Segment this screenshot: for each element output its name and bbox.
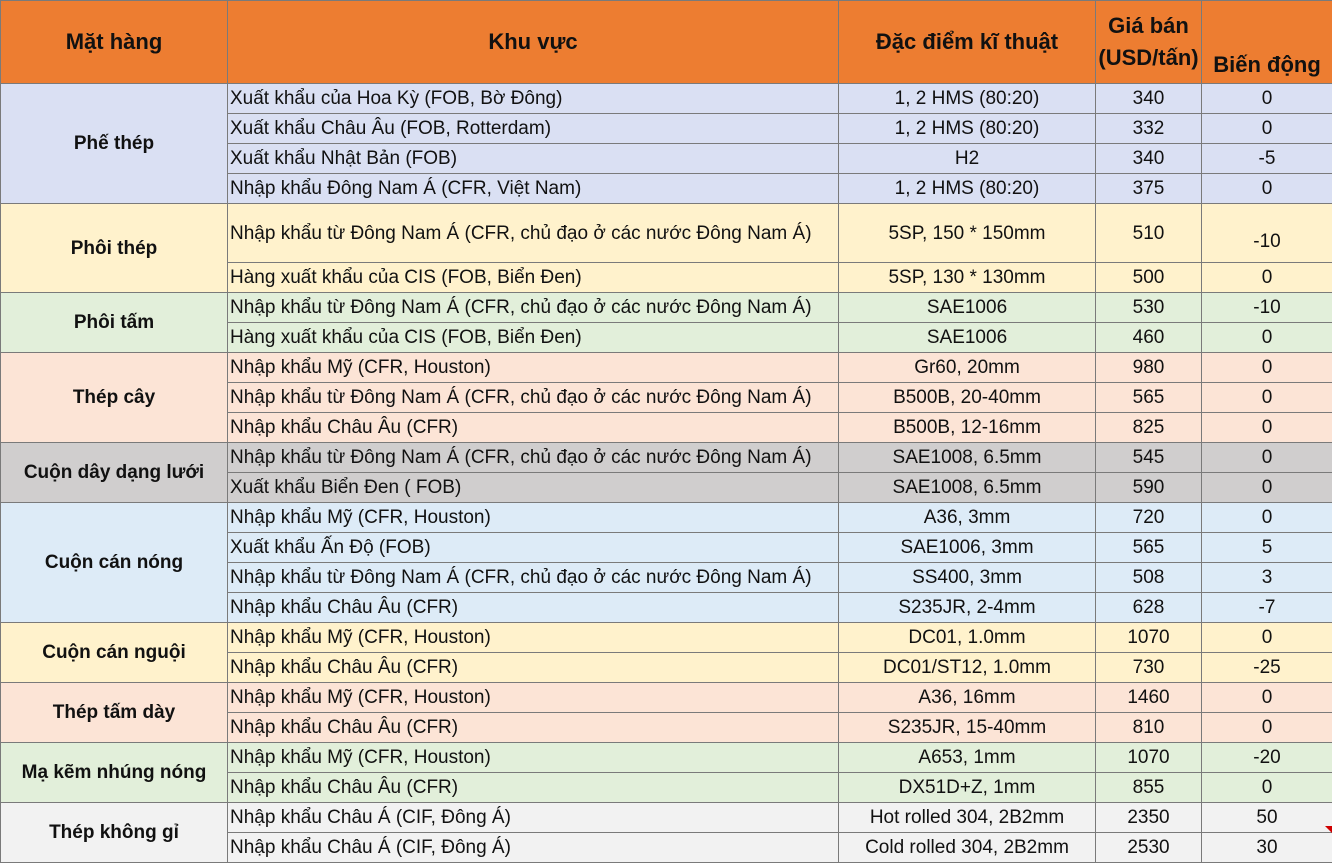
table-row xyxy=(1,353,1332,383)
change-cell: 0 xyxy=(1202,443,1332,473)
price-cell: 545 xyxy=(1096,443,1202,473)
spec-cell: H2 xyxy=(839,144,1096,174)
table-row xyxy=(1,84,1332,114)
spec-cell: A653, 1mm xyxy=(839,743,1096,773)
price-cell: 510 xyxy=(1096,204,1202,263)
price-cell: 2530 xyxy=(1096,833,1202,863)
header-region: Khu vực xyxy=(228,1,839,84)
price-cell: 340 xyxy=(1096,144,1202,174)
region-cell: Xuất khẩu Châu Âu (FOB, Rotterdam) xyxy=(228,114,839,144)
spec-cell: SAE1008, 6.5mm xyxy=(839,443,1096,473)
price-cell: 628 xyxy=(1096,593,1202,623)
table-row xyxy=(1,683,1332,713)
table-row xyxy=(1,293,1332,323)
change-cell: 50 xyxy=(1202,803,1332,833)
spec-cell: 1, 2 HMS (80:20) xyxy=(839,174,1096,204)
spec-cell: 1, 2 HMS (80:20) xyxy=(839,114,1096,144)
price-cell: 855 xyxy=(1096,773,1202,803)
spec-cell: 5SP, 130 * 130mm xyxy=(839,263,1096,293)
price-cell: 565 xyxy=(1096,383,1202,413)
change-cell: -7 xyxy=(1202,593,1332,623)
change-cell: 5 xyxy=(1202,533,1332,563)
spec-cell: B500B, 12-16mm xyxy=(839,413,1096,443)
change-cell: 0 xyxy=(1202,503,1332,533)
region-cell: Nhập khẩu Châu Âu (CFR) xyxy=(228,713,839,743)
price-cell: 810 xyxy=(1096,713,1202,743)
region-cell: Xuất khẩu Nhật Bản (FOB) xyxy=(228,144,839,174)
header-price-line1: Giá bán xyxy=(1108,13,1189,38)
region-cell: Nhập khẩu Châu Âu (CFR) xyxy=(228,653,839,683)
change-cell: 3 xyxy=(1202,563,1332,593)
spec-cell: 5SP, 150 * 150mm xyxy=(839,204,1096,263)
change-cell: 0 xyxy=(1202,174,1332,204)
table-row xyxy=(1,204,1332,263)
price-cell: 825 xyxy=(1096,413,1202,443)
change-cell: 0 xyxy=(1202,263,1332,293)
change-cell: -5 xyxy=(1202,144,1332,174)
region-cell: Nhập khẩu Châu Âu (CFR) xyxy=(228,773,839,803)
price-cell: 1460 xyxy=(1096,683,1202,713)
change-cell: 0 xyxy=(1202,413,1332,443)
region-cell: Nhập khẩu Châu Âu (CFR) xyxy=(228,593,839,623)
spec-cell: SAE1006 xyxy=(839,323,1096,353)
price-cell: 565 xyxy=(1096,533,1202,563)
group-name: Cuộn dây dạng lưới xyxy=(1,443,228,503)
price-cell: 1070 xyxy=(1096,743,1202,773)
group-name: Thép cây xyxy=(1,353,228,443)
region-cell: Hàng xuất khẩu của CIS (FOB, Biển Đen) xyxy=(228,263,839,293)
group-name: Cuộn cán nguội xyxy=(1,623,228,683)
change-cell: 0 xyxy=(1202,683,1332,713)
change-cell: 0 xyxy=(1202,383,1332,413)
region-cell: Nhập khẩu Mỹ (CFR, Houston) xyxy=(228,353,839,383)
region-cell: Nhập khẩu từ Đông Nam Á (CFR, chủ đạo ở các nước Đông Nam Á) xyxy=(228,293,839,323)
region-cell: Nhập khẩu Mỹ (CFR, Houston) xyxy=(228,683,839,713)
group-name: Thép không gỉ xyxy=(1,803,228,863)
spec-cell: B500B, 20-40mm xyxy=(839,383,1096,413)
price-cell: 375 xyxy=(1096,174,1202,204)
spec-cell: DX51D+Z, 1mm xyxy=(839,773,1096,803)
spec-cell: SAE1006, 3mm xyxy=(839,533,1096,563)
change-cell: 0 xyxy=(1202,713,1332,743)
region-cell: Nhập khẩu Đông Nam Á (CFR, Việt Nam) xyxy=(228,174,839,204)
change-cell: -10 xyxy=(1202,204,1332,263)
region-cell: Nhập khẩu từ Đông Nam Á (CFR, chủ đạo ở các nước Đông Nam Á) xyxy=(228,443,839,473)
region-cell: Xuất khẩu Biển Đen ( FOB) xyxy=(228,473,839,503)
change-cell: 30 xyxy=(1202,833,1332,863)
spec-cell: S235JR, 2-4mm xyxy=(839,593,1096,623)
header-spec: Đặc điểm kĩ thuật xyxy=(839,1,1096,84)
change-cell: 0 xyxy=(1202,114,1332,144)
price-cell: 530 xyxy=(1096,293,1202,323)
region-cell: Nhập khẩu từ Đông Nam Á (CFR, chủ đạo ở các nước Đông Nam Á) xyxy=(228,563,839,593)
spec-cell: Cold rolled 304, 2B2mm xyxy=(839,833,1096,863)
table-row xyxy=(1,803,1332,833)
spec-cell: DC01/ST12, 1.0mm xyxy=(839,653,1096,683)
spec-cell: A36, 3mm xyxy=(839,503,1096,533)
change-cell: -25 xyxy=(1202,653,1332,683)
change-cell: -20 xyxy=(1202,743,1332,773)
region-cell: Nhập khẩu Mỹ (CFR, Houston) xyxy=(228,743,839,773)
region-cell: Nhập khẩu Châu Á (CIF, Đông Á) xyxy=(228,833,839,863)
price-cell: 1070 xyxy=(1096,623,1202,653)
table-row xyxy=(1,503,1332,533)
spec-cell: 1, 2 HMS (80:20) xyxy=(839,84,1096,114)
header-change: Biến động xyxy=(1202,1,1332,84)
change-cell: 0 xyxy=(1202,84,1332,114)
table-row xyxy=(1,743,1332,773)
header-price-line2: (USD/tấn) xyxy=(1098,45,1199,70)
region-cell: Nhập khẩu Mỹ (CFR, Houston) xyxy=(228,623,839,653)
change-cell: 0 xyxy=(1202,323,1332,353)
header-row xyxy=(1,1,1332,84)
region-cell: Xuất khẩu của Hoa Kỳ (FOB, Bờ Đông) xyxy=(228,84,839,114)
header-item: Mặt hàng xyxy=(1,1,228,84)
spec-cell: Gr60, 20mm xyxy=(839,353,1096,383)
group-name: Cuộn cán nóng xyxy=(1,503,228,623)
header-price xyxy=(1096,1,1202,84)
region-cell: Nhập khẩu từ Đông Nam Á (CFR, chủ đạo ở các nước Đông Nam Á) xyxy=(228,204,839,263)
price-cell: 460 xyxy=(1096,323,1202,353)
price-cell: 332 xyxy=(1096,114,1202,144)
group-name: Mạ kẽm nhúng nóng xyxy=(1,743,228,803)
price-cell: 500 xyxy=(1096,263,1202,293)
spec-cell: SAE1008, 6.5mm xyxy=(839,473,1096,503)
price-cell: 730 xyxy=(1096,653,1202,683)
change-cell: 0 xyxy=(1202,353,1332,383)
change-cell: 0 xyxy=(1202,773,1332,803)
spec-cell: S235JR, 15-40mm xyxy=(839,713,1096,743)
price-cell: 720 xyxy=(1096,503,1202,533)
spec-cell: Hot rolled 304, 2B2mm xyxy=(839,803,1096,833)
region-cell: Nhập khẩu Mỹ (CFR, Houston) xyxy=(228,503,839,533)
group-name: Thép tấm dày xyxy=(1,683,228,743)
table-row xyxy=(1,623,1332,653)
spec-cell: SAE1006 xyxy=(839,293,1096,323)
group-name: Phế thép xyxy=(1,84,228,204)
region-cell: Nhập khẩu Châu Á (CIF, Đông Á) xyxy=(228,803,839,833)
spec-cell: DC01, 1.0mm xyxy=(839,623,1096,653)
group-name: Phôi tấm xyxy=(1,293,228,353)
region-cell: Xuất khẩu Ấn Độ (FOB) xyxy=(228,533,839,563)
price-cell: 980 xyxy=(1096,353,1202,383)
change-cell: 0 xyxy=(1202,623,1332,653)
region-cell: Nhập khẩu Châu Âu (CFR) xyxy=(228,413,839,443)
price-cell: 590 xyxy=(1096,473,1202,503)
group-name: Phôi thép xyxy=(1,204,228,293)
region-cell: Hàng xuất khẩu của CIS (FOB, Biển Đen) xyxy=(228,323,839,353)
change-cell: -10 xyxy=(1202,293,1332,323)
spec-cell: SS400, 3mm xyxy=(839,563,1096,593)
spec-cell: A36, 16mm xyxy=(839,683,1096,713)
comment-indicator-icon xyxy=(1325,826,1332,833)
table-row xyxy=(1,443,1332,473)
region-cell: Nhập khẩu từ Đông Nam Á (CFR, chủ đạo ở các nước Đông Nam Á) xyxy=(228,383,839,413)
change-cell: 0 xyxy=(1202,473,1332,503)
price-cell: 340 xyxy=(1096,84,1202,114)
price-cell: 508 xyxy=(1096,563,1202,593)
price-cell: 2350 xyxy=(1096,803,1202,833)
